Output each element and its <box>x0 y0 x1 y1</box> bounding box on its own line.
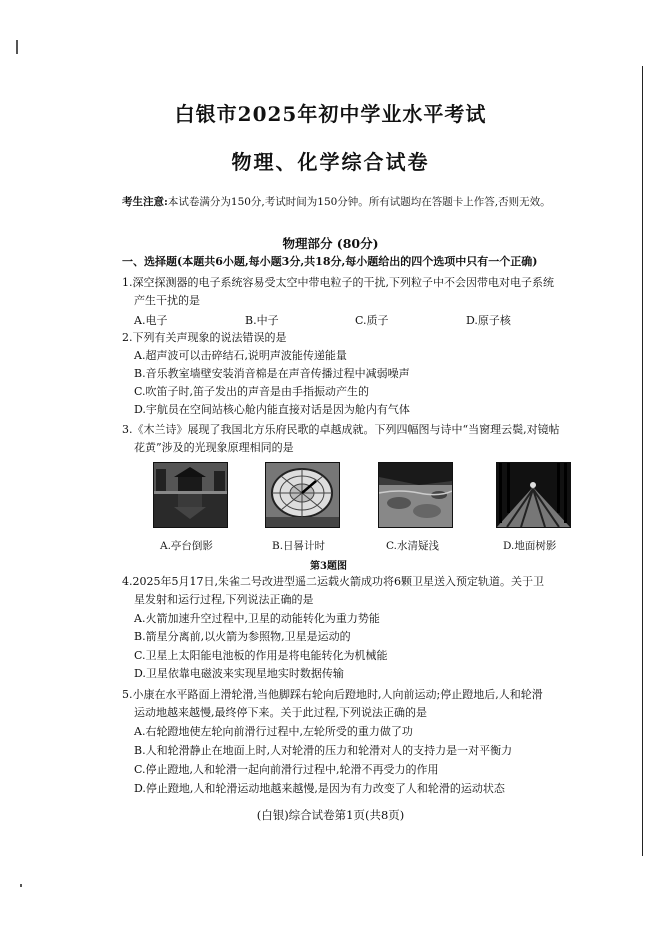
q4-stem-line2: 星发射和运行过程,下列说法正确的是 <box>134 593 314 606</box>
q5-option-a: A.右轮蹬地使左轮向前滑行过程中,左轮所受的重力做了功 <box>134 725 413 738</box>
part-heading: 一、选择题(本题共6小题,每小题3分,共18分,每小题给出的四个选项中只有一个正确) <box>122 255 538 268</box>
q2-option-d: D.宇航员在空间站核心舱内能直接对话是因为舱内有气体 <box>134 403 410 416</box>
q4-option-d: D.卫星依靠电磁波来实现星地实时数据传输 <box>134 667 344 680</box>
section-title: 物理部分 (80分) <box>282 236 379 251</box>
q3-stem-line2: 花黄”涉及的光现象原理相同的是 <box>134 441 294 454</box>
q1-option-a: A.电子 <box>134 314 168 327</box>
scan-mark <box>16 40 18 54</box>
q5-option-b: B.人和轮滑静止在地面上时,人对轮滑的压力和轮滑对人的支持力是一对平衡力 <box>134 744 513 757</box>
q3-figure-label: 第3题图 <box>310 561 347 572</box>
q2-option-a: A.超声波可以击碎结石,说明声波能传递能量 <box>134 349 347 362</box>
q5-stem-line1: 5.小康在水平路面上滑轮滑,当他脚踩右轮向后蹬地时,人向前运动;停止蹬地后,人和轮滑 <box>122 688 543 701</box>
q3-caption-c: C.水清疑浅 <box>386 540 439 552</box>
clear-water-image <box>378 462 453 528</box>
exam-subtitle: 物理、化学综合试卷 <box>231 150 430 174</box>
q3-caption-d: D.地面树影 <box>503 540 557 552</box>
q5-option-d: D.停止蹬地,人和轮滑运动地越来越慢,是因为有力改变了人和轮滑的运动状态 <box>134 782 505 795</box>
binding-line <box>642 66 643 856</box>
q4-option-c: C.卫星上太阳能电池板的作用是将电能转化为机械能 <box>134 649 388 662</box>
exam-notice <box>122 194 642 209</box>
q5-option-c: C.停止蹬地,人和轮滑一起向前滑行过程中,轮滑不再受力的作用 <box>134 763 439 776</box>
notice-text: 本试卷满分为150分,考试时间为150分钟。所有试题均在答题卡上作答,否则无效。 <box>167 196 551 208</box>
sundial-image <box>265 462 340 528</box>
tree-shadow-image <box>496 462 571 528</box>
q1-stem-line2: 产生干扰的是 <box>134 294 200 307</box>
q3-caption-b: B.日晷计时 <box>272 540 326 552</box>
q1-option-b: B.中子 <box>245 314 279 327</box>
q1-option-c: C.质子 <box>355 314 389 327</box>
q3-caption-a: A.亭台倒影 <box>160 540 213 552</box>
q2-option-b: B.音乐教室墙壁安装消音棉是在声音传播过程中减弱噪声 <box>134 367 410 380</box>
q3-stem-line1: 3.《木兰诗》展现了我国北方乐府民歌的卓越成就。下列四幅图与诗中“当窗理云鬓,对镜帖 <box>122 423 560 436</box>
q5-stem-line2: 运动地越来越慢,最终停下来。关于此过程,下列说法正确的是 <box>134 706 427 719</box>
q1-option-d: D.原子核 <box>466 314 511 327</box>
pavilion-reflection-image <box>153 462 228 528</box>
q2-option-c: C.吹笛子时,笛子发出的声音是由手指振动产生的 <box>134 385 370 398</box>
notice-label: 考生注意: <box>122 196 168 208</box>
exam-title: 白银市2025年初中学业水平考试 <box>174 102 487 126</box>
q4-option-a: A.火箭加速升空过程中,卫星的动能转化为重力势能 <box>134 612 380 625</box>
q4-option-b: B.箭星分离前,以火箭为参照物,卫星是运动的 <box>134 630 351 643</box>
q1-stem-line1: 1.深空探测器的电子系统容易受太空中带电粒子的干扰,下列粒子中不会因带电对电子系统 <box>122 276 554 289</box>
q4-stem-line1: 4.2025年5月17日,朱雀二号改进型遥二运载火箭成功将6颗卫星送入预定轨道。关于卫 <box>122 575 544 588</box>
q2-stem: 2.下列有关声现象的说法错误的是 <box>122 331 287 344</box>
scan-mark <box>20 884 22 887</box>
page-footer: (白银)综合试卷第1页(共8页) <box>256 808 405 822</box>
